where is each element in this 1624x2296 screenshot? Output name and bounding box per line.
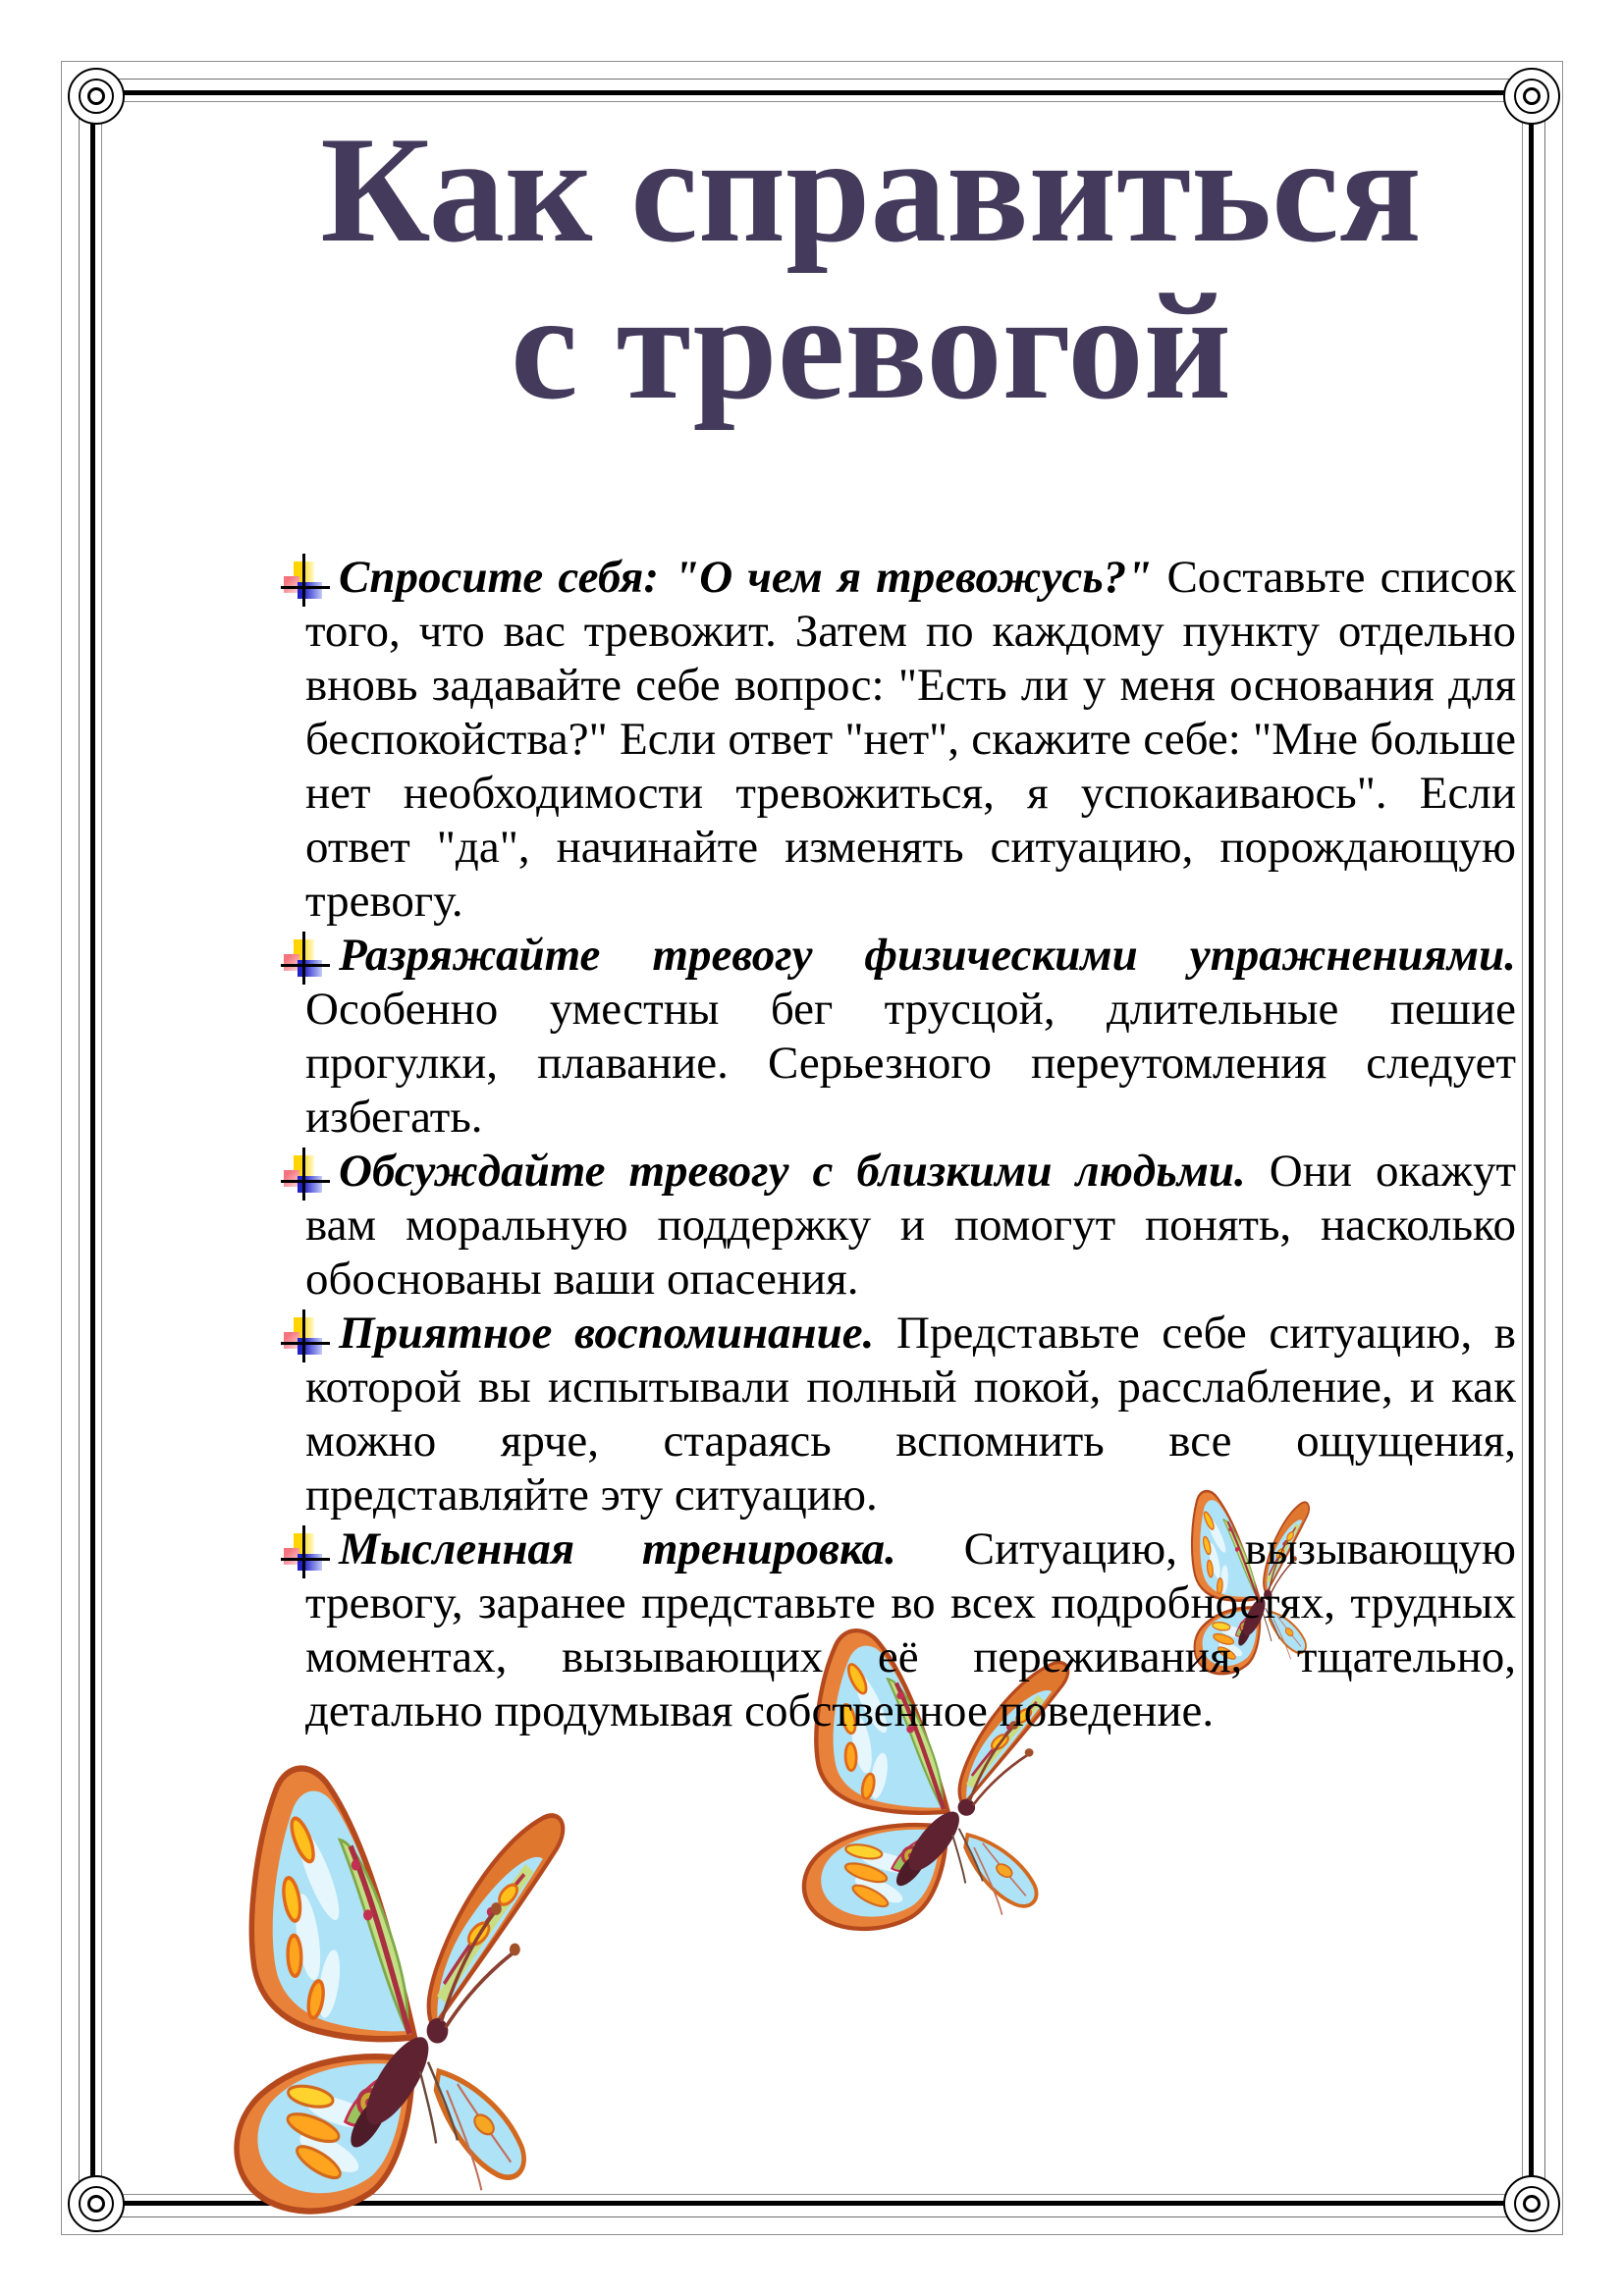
corner-ornament-icon: [68, 2175, 125, 2232]
list-item-text: Ситуацию, вызывающую тревогу, заранее представьте во всех подробностях, трудных моментах, вызывающих её переживания, тщательно, детально продумывая собственное поведение.: [305, 1523, 1516, 1737]
corner-ornament-icon: [68, 68, 125, 125]
squares-bullet-icon: [284, 1529, 327, 1575]
list-item: [305, 551, 1516, 929]
list-item: [305, 1522, 1516, 1738]
advice-list: [305, 551, 1516, 1738]
corner-ring: [1514, 79, 1549, 114]
corner-ornament-icon: [1503, 68, 1560, 125]
document-content: [226, 98, 1516, 1738]
corner-dot: [1523, 87, 1541, 105]
list-item-lead: Разряжайте тревогу физическими упражнениями.: [339, 930, 1516, 982]
list-item-lead: Спросите себя: "О чем я тревожусь?": [339, 552, 1153, 604]
list-item: [305, 1145, 1516, 1307]
list-item-text: Составьте список того, что вас тревожит. Затем по каждому пункту отдельно вновь задавайте себе вопрос: "Есть ли у меня основания для беспокойства?" Если ответ "нет", скажите себе: "Мне больше нет необходимости тревожиться, я успокаиваюсь". Если ответ "да", начинайте изменять ситуацию, порождающую тревогу.: [305, 552, 1516, 928]
corner-dot: [87, 2195, 105, 2213]
list-item-lead: Обсуждайте тревогу с близкими людьми.: [339, 1146, 1246, 1198]
list-item-text: Особенно уместны бег трусцой, длительные пешие прогулки, плавание. Серьезного переутомления следует избегать.: [305, 984, 1516, 1144]
squares-bullet-icon: [284, 1151, 327, 1197]
list-item-text: Представьте себе ситуацию, в которой вы испытывали полный покой, расслабление, и как можно ярче, стараясь вспомнить все ощущения, представляйте эту ситуацию.: [305, 1308, 1516, 1522]
squares-bullet-icon: [284, 558, 327, 603]
butterfly-icon: [180, 1749, 580, 2218]
corner-ring: [79, 2186, 114, 2221]
corner-ring: [79, 79, 114, 114]
list-item-lead: Приятное воспоминание.: [339, 1308, 875, 1360]
list-item-lead: Мысленная тренировка.: [339, 1523, 896, 1575]
corner-dot: [1523, 2195, 1541, 2213]
corner-ring: [1514, 2186, 1549, 2221]
squares-bullet-icon: [284, 935, 327, 981]
page-title: Как справиться с тревогой: [320, 105, 1422, 431]
corner-ornament-icon: [1503, 2175, 1560, 2232]
squares-bullet-icon: [284, 1313, 327, 1359]
corner-dot: [87, 87, 105, 105]
list-item: [305, 1307, 1516, 1522]
list-item-text: Они окажут вам моральную поддержку и помогут понять, насколько обоснованы ваши опасения.: [305, 1146, 1517, 1306]
list-item: [305, 929, 1516, 1145]
